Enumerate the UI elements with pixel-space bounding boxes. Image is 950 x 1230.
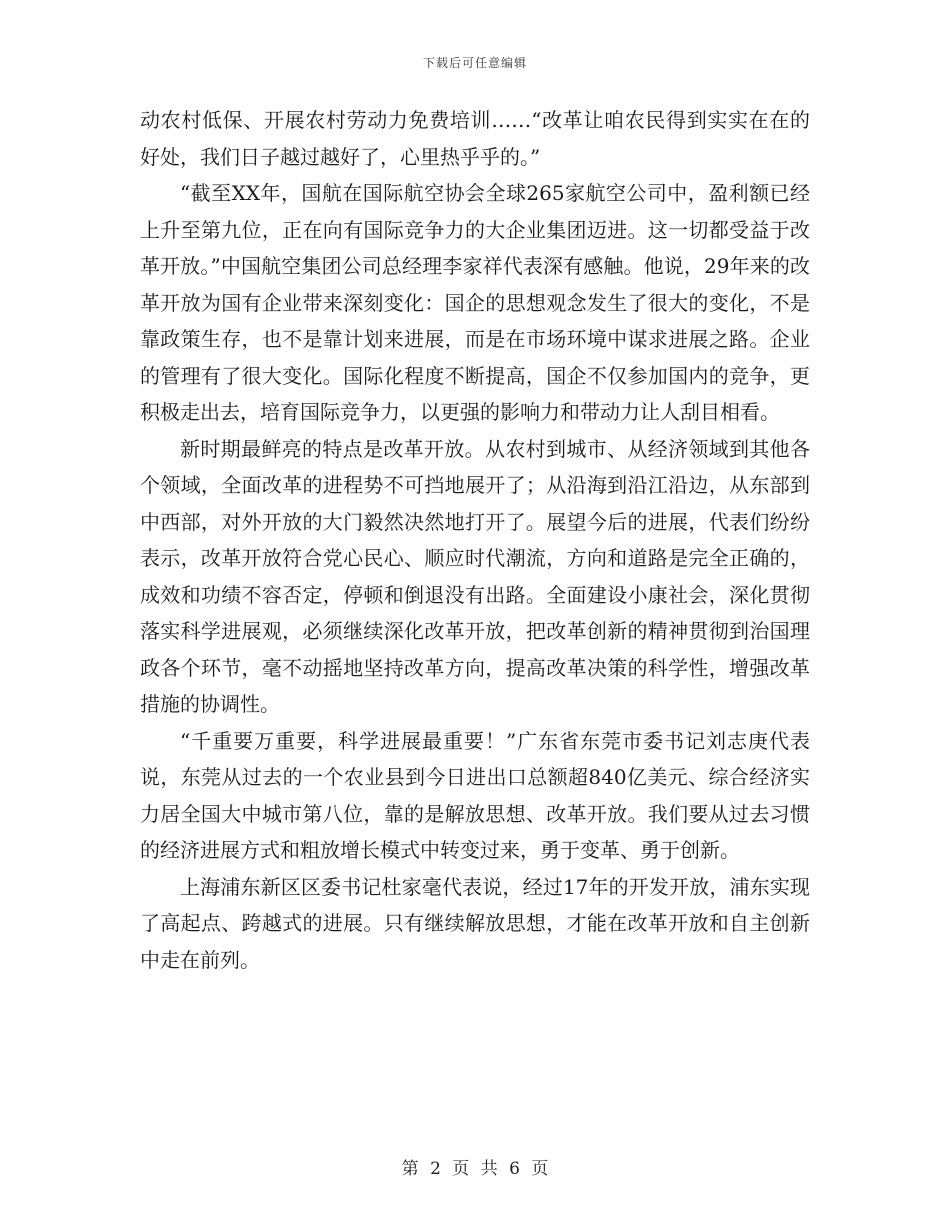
paragraph-4: “千重要万重要，科学进展最重要！”广东省东莞市委书记刘志庚代表说，东莞从过去的一个农业县到今日进出口总额超840亿美元、综合经济实力居全国大中城市第八位，靠的是解放思想、改革开放。我们要从过去习惯的经济进展方式和粗放增长模式中转变过来，勇于变革、勇于创新。 <box>140 728 810 862</box>
paragraph-3: 新时期最鲜亮的特点是改革开放。从农村到城市、从经济领域到其他各个领域，全面改革的进程势不可挡地展开了；从沿海到沿江沿边，从东部到中西部，对外开放的大门毅然决然地打开了。展望今后的进展，代表们纷纷表示，改革开放符合党心民心、顺应时代潮流，方向和道路是完全正确的，成效和功绩不容否定，停顿和倒退没有出路。全面建设小康社会，深化贯彻落实科学进展观，必须继续深化改革开放，把改革创新的精神贯彻到治国理政各个环节，毫不动摇地坚持改革方向，提高改革决策的科学性，增强改革措施的协调性。 <box>140 436 810 716</box>
paragraph-1: 动农村低保、开展农村劳动力免费培训……“改革让咱农民得到实实在在的好处，我们日子越过越好了，心里热乎乎的。” <box>140 108 810 169</box>
page-number: 第 2 页 共 6 页 <box>401 1159 549 1179</box>
paragraph-2: “截至XX年，国航在国际航空协会全球265家航空公司中，盈利额已经上升至第九位，正在向有国际竞争力的大企业集团迈进。这一切都受益于改革开放。”中国航空集团公司总经理李家祥代表深有感触。他说，29年来的改革开放为国有企业带来深刻变化：国企的思想观念发生了很大的变化，不是靠政策生存，也不是靠计划来进展，而是在市场环境中谋求进展之路。企业的管理有了很大变化。国际化程度不断提高，国企不仅参加国内的竞争，更积极走出去，培育国际竞争力，以更强的影响力和带动力让人刮目相看。 <box>140 181 810 424</box>
document-body <box>140 102 810 978</box>
paragraph-5: 上海浦东新区区委书记杜家毫代表说，经过17年的开发开放，浦东实现了高起点、跨越式的进展。只有继续解放思想，才能在改革开放和自主创新中走在前列。 <box>140 874 810 972</box>
page-header: 下载后可任意编辑 <box>422 56 527 70</box>
